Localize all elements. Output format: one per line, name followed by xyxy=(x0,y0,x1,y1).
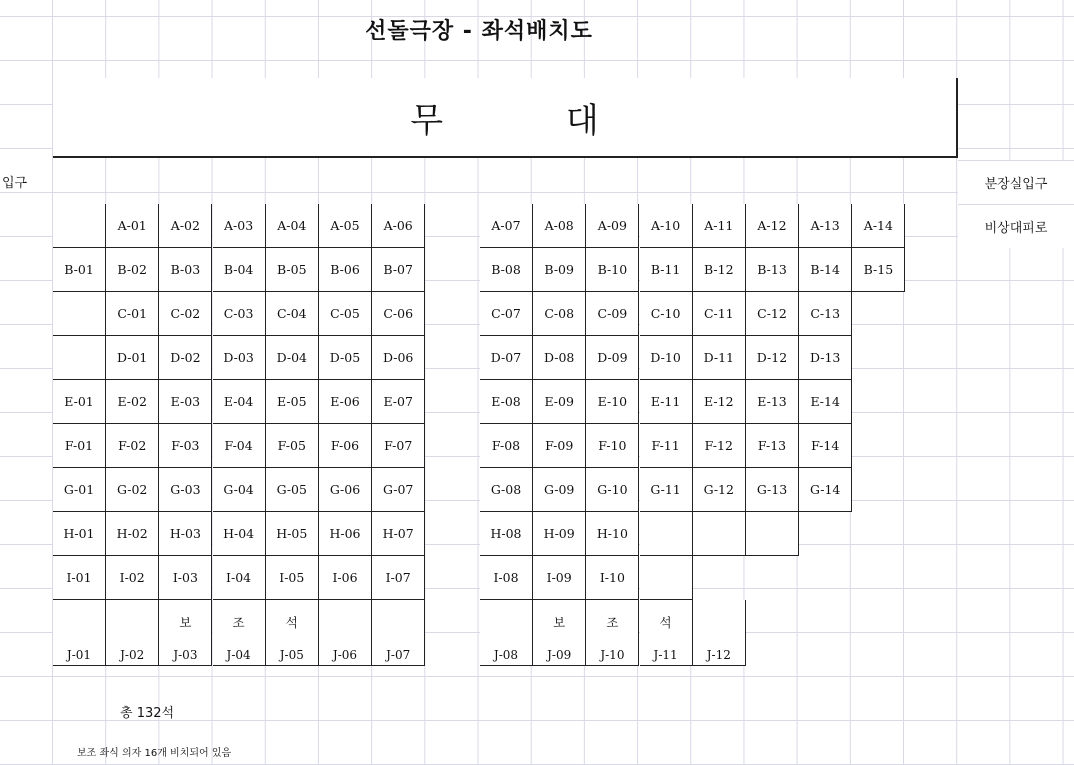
seat-empty xyxy=(53,292,106,336)
dressing-room-entrance-label: 분장실입구 xyxy=(958,160,1074,204)
seat-G-07[interactable]: G-07 xyxy=(372,468,425,512)
seat-E-09[interactable]: E-09 xyxy=(533,380,586,424)
seat-I-06[interactable]: I-06 xyxy=(319,556,372,600)
seat-D-09[interactable]: D-09 xyxy=(586,336,639,380)
seat-G-11[interactable]: G-11 xyxy=(640,468,693,512)
seat-E-14[interactable]: E-14 xyxy=(799,380,852,424)
seat-A-12[interactable]: A-12 xyxy=(746,204,799,248)
stage-label: 무 대 xyxy=(410,100,655,141)
aux-seat-cell xyxy=(319,600,372,644)
seat-A-13[interactable]: A-13 xyxy=(799,204,852,248)
seat-I-04[interactable]: I-04 xyxy=(213,556,266,600)
seat-F-13[interactable]: F-13 xyxy=(746,424,799,468)
seat-H-06[interactable]: H-06 xyxy=(319,512,372,556)
aux-seat-cell[interactable]: 조 xyxy=(586,600,639,644)
seat-G-14[interactable]: G-14 xyxy=(799,468,852,512)
seat-H-05[interactable]: H-05 xyxy=(266,512,319,556)
seat-E-13[interactable]: E-13 xyxy=(746,380,799,424)
seat-B-14[interactable]: B-14 xyxy=(799,248,852,292)
seat-C-11[interactable]: C-11 xyxy=(693,292,746,336)
seat-F-08[interactable]: F-08 xyxy=(480,424,533,468)
seat-I-03[interactable]: I-03 xyxy=(159,556,212,600)
seat-G-12[interactable]: G-12 xyxy=(693,468,746,512)
seat-A-14[interactable]: A-14 xyxy=(852,204,905,248)
seat-I-08[interactable]: I-08 xyxy=(480,556,533,600)
seat-A-08[interactable]: A-08 xyxy=(533,204,586,248)
seat-G-10[interactable]: G-10 xyxy=(586,468,639,512)
seat-B-12[interactable]: B-12 xyxy=(693,248,746,292)
seat-E-03[interactable]: E-03 xyxy=(159,380,212,424)
seat-B-02[interactable]: B-02 xyxy=(106,248,159,292)
seat-H-10[interactable]: H-10 xyxy=(586,512,639,556)
seat-D-06[interactable]: D-06 xyxy=(372,336,425,380)
seat-H-08[interactable]: H-08 xyxy=(480,512,533,556)
seat-J-07[interactable]: J-07 xyxy=(372,644,425,666)
seat-empty xyxy=(693,512,746,556)
seat-C-03[interactable]: C-03 xyxy=(213,292,266,336)
seat-F-02[interactable]: F-02 xyxy=(106,424,159,468)
seat-G-01[interactable]: G-01 xyxy=(53,468,106,512)
seat-F-01[interactable]: F-01 xyxy=(53,424,106,468)
seat-J-01[interactable]: J-01 xyxy=(53,644,106,666)
seat-B-07[interactable]: B-07 xyxy=(372,248,425,292)
seat-B-06[interactable]: B-06 xyxy=(319,248,372,292)
seat-E-05[interactable]: E-05 xyxy=(266,380,319,424)
seat-D-03[interactable]: D-03 xyxy=(213,336,266,380)
seat-E-02[interactable]: E-02 xyxy=(106,380,159,424)
seat-A-04[interactable]: A-04 xyxy=(266,204,319,248)
seat-C-05[interactable]: C-05 xyxy=(319,292,372,336)
seat-E-11[interactable]: E-11 xyxy=(640,380,693,424)
seat-B-08[interactable]: B-08 xyxy=(480,248,533,292)
seat-A-01[interactable]: A-01 xyxy=(106,204,159,248)
seat-E-12[interactable]: E-12 xyxy=(693,380,746,424)
seat-I-01[interactable]: I-01 xyxy=(53,556,106,600)
seat-E-07[interactable]: E-07 xyxy=(372,380,425,424)
seat-J-12[interactable]: J-12 xyxy=(693,644,746,666)
seat-empty xyxy=(746,512,799,556)
seat-F-10[interactable]: F-10 xyxy=(586,424,639,468)
seat-C-12[interactable]: C-12 xyxy=(746,292,799,336)
seat-A-05[interactable]: A-05 xyxy=(319,204,372,248)
seat-J-03[interactable]: J-03 xyxy=(159,644,212,666)
aux-seat-cell xyxy=(693,600,746,644)
seat-G-09[interactable]: G-09 xyxy=(533,468,586,512)
seat-E-08[interactable]: E-08 xyxy=(480,380,533,424)
seat-E-06[interactable]: E-06 xyxy=(319,380,372,424)
seat-B-11[interactable]: B-11 xyxy=(640,248,693,292)
seat-H-07[interactable]: H-07 xyxy=(372,512,425,556)
seat-D-07[interactable]: D-07 xyxy=(480,336,533,380)
seat-G-06[interactable]: G-06 xyxy=(319,468,372,512)
seat-F-05[interactable]: F-05 xyxy=(266,424,319,468)
aux-seat-cell xyxy=(53,600,106,644)
seat-F-03[interactable]: F-03 xyxy=(159,424,212,468)
seat-B-05[interactable]: B-05 xyxy=(266,248,319,292)
seat-F-12[interactable]: F-12 xyxy=(693,424,746,468)
seat-C-07[interactable]: C-07 xyxy=(480,292,533,336)
seat-A-09[interactable]: A-09 xyxy=(586,204,639,248)
seat-J-09[interactable]: J-09 xyxy=(533,644,586,666)
seat-H-03[interactable]: H-03 xyxy=(159,512,212,556)
aux-seat-cell xyxy=(480,600,533,644)
seat-empty xyxy=(640,512,693,556)
aux-seat-cell xyxy=(372,600,425,644)
seat-I-05[interactable]: I-05 xyxy=(266,556,319,600)
aux-seat-cell xyxy=(106,600,159,644)
seat-H-01[interactable]: H-01 xyxy=(53,512,106,556)
seat-B-15[interactable]: B-15 xyxy=(852,248,905,292)
seat-B-01[interactable]: B-01 xyxy=(53,248,106,292)
seat-G-08[interactable]: G-08 xyxy=(480,468,533,512)
seat-D-10[interactable]: D-10 xyxy=(640,336,693,380)
seat-B-09[interactable]: B-09 xyxy=(533,248,586,292)
seat-F-11[interactable]: F-11 xyxy=(640,424,693,468)
seat-C-06[interactable]: C-06 xyxy=(372,292,425,336)
aux-seat-cell[interactable]: 보 xyxy=(533,600,586,644)
seat-D-08[interactable]: D-08 xyxy=(533,336,586,380)
seat-B-13[interactable]: B-13 xyxy=(746,248,799,292)
seat-C-08[interactable]: C-08 xyxy=(533,292,586,336)
seat-C-01[interactable]: C-01 xyxy=(106,292,159,336)
seat-empty xyxy=(53,204,106,248)
seat-H-09[interactable]: H-09 xyxy=(533,512,586,556)
seat-A-07[interactable]: A-07 xyxy=(480,204,533,248)
total-seats: 총 132석 xyxy=(120,706,175,721)
seat-G-03[interactable]: G-03 xyxy=(159,468,212,512)
stage-area xyxy=(53,78,958,158)
seat-J-08[interactable]: J-08 xyxy=(480,644,533,666)
seat-C-09[interactable]: C-09 xyxy=(586,292,639,336)
seat-F-14[interactable]: F-14 xyxy=(799,424,852,468)
seat-F-09[interactable]: F-09 xyxy=(533,424,586,468)
seat-C-10[interactable]: C-10 xyxy=(640,292,693,336)
seat-D-11[interactable]: D-11 xyxy=(693,336,746,380)
aux-seat-cell[interactable]: 석 xyxy=(266,600,319,644)
seat-F-06[interactable]: F-06 xyxy=(319,424,372,468)
aux-seat-cell[interactable]: 보 xyxy=(159,600,212,644)
seat-D-04[interactable]: D-04 xyxy=(266,336,319,380)
seat-empty xyxy=(640,556,693,600)
seat-J-02[interactable]: J-02 xyxy=(106,644,159,666)
seat-F-04[interactable]: F-04 xyxy=(213,424,266,468)
seat-J-06[interactable]: J-06 xyxy=(319,644,372,666)
seat-J-05[interactable]: J-05 xyxy=(266,644,319,666)
seat-D-12[interactable]: D-12 xyxy=(746,336,799,380)
seat-E-10[interactable]: E-10 xyxy=(586,380,639,424)
seat-J-04[interactable]: J-04 xyxy=(213,644,266,666)
page-title: 선돌극장 - 좌석배치도 xyxy=(365,19,593,44)
seat-B-10[interactable]: B-10 xyxy=(586,248,639,292)
aux-seat-note: 보조 좌식 의자 16개 비치되어 있음 xyxy=(77,748,232,759)
seat-B-04[interactable]: B-04 xyxy=(213,248,266,292)
seat-D-13[interactable]: D-13 xyxy=(799,336,852,380)
seat-G-04[interactable]: G-04 xyxy=(213,468,266,512)
seat-J-11[interactable]: J-11 xyxy=(640,644,693,666)
seat-H-02[interactable]: H-02 xyxy=(106,512,159,556)
seat-F-07[interactable]: F-07 xyxy=(372,424,425,468)
seat-E-01[interactable]: E-01 xyxy=(53,380,106,424)
seat-G-02[interactable]: G-02 xyxy=(106,468,159,512)
seat-D-05[interactable]: D-05 xyxy=(319,336,372,380)
seat-A-02[interactable]: A-02 xyxy=(159,204,212,248)
seat-D-01[interactable]: D-01 xyxy=(106,336,159,380)
seat-C-02[interactable]: C-02 xyxy=(159,292,212,336)
seat-C-13[interactable]: C-13 xyxy=(799,292,852,336)
seat-I-02[interactable]: I-02 xyxy=(106,556,159,600)
seat-G-05[interactable]: G-05 xyxy=(266,468,319,512)
seat-I-07[interactable]: I-07 xyxy=(372,556,425,600)
seat-C-04[interactable]: C-04 xyxy=(266,292,319,336)
seat-G-13[interactable]: G-13 xyxy=(746,468,799,512)
seat-A-06[interactable]: A-06 xyxy=(372,204,425,248)
seat-I-09[interactable]: I-09 xyxy=(533,556,586,600)
seat-H-04[interactable]: H-04 xyxy=(213,512,266,556)
seat-E-04[interactable]: E-04 xyxy=(213,380,266,424)
aux-seat-cell[interactable]: 조 xyxy=(213,600,266,644)
seat-J-10[interactable]: J-10 xyxy=(586,644,639,666)
seat-I-10[interactable]: I-10 xyxy=(586,556,639,600)
entrance-label: 입구 xyxy=(2,176,28,191)
emergency-exit-label: 비상대피로 xyxy=(958,204,1074,248)
seat-A-10[interactable]: A-10 xyxy=(640,204,693,248)
seat-A-03[interactable]: A-03 xyxy=(213,204,266,248)
seat-D-02[interactable]: D-02 xyxy=(159,336,212,380)
seat-B-03[interactable]: B-03 xyxy=(159,248,212,292)
seat-empty xyxy=(53,336,106,380)
aux-seat-cell[interactable]: 석 xyxy=(640,600,693,644)
seat-A-11[interactable]: A-11 xyxy=(693,204,746,248)
